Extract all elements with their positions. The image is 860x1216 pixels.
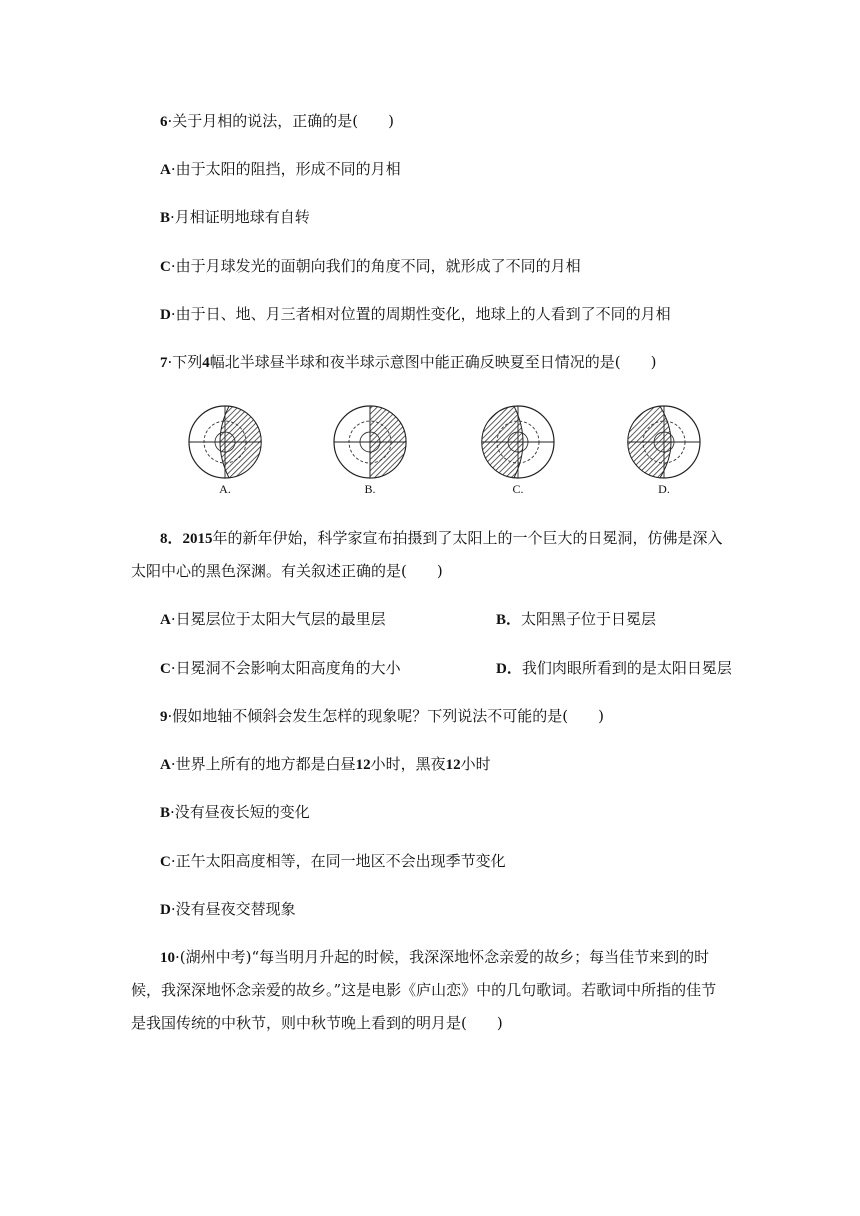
- q10-number: 10: [160, 950, 175, 966]
- q9-number: 9: [160, 709, 168, 725]
- q6-option-a: A·由于太阳的阻挡，形成不同的月相: [160, 160, 401, 178]
- q8-stem-line2: 太阳中心的黑色深渊。有关叙述正确的是( ): [131, 562, 443, 580]
- q8-stem-line1: 8．2015年的新年伊始，科学家宣布拍摄到了太阳上的一个巨大的日冕洞，仿佛是深入: [160, 529, 723, 547]
- q8-option-b: B．太阳黑子位于日冕层: [496, 610, 657, 628]
- q9-option-b: B·没有昼夜长短的变化: [160, 803, 310, 821]
- q10-line3: 是我国传统的中秋节，则中秋节晚上看到的明月是( ): [131, 1014, 503, 1032]
- q7-number: 7: [160, 355, 168, 371]
- q10-line2: 候，我深深地怀念亲爱的故乡。”这是电影《庐山恋》中的几句歌词。若歌词中所指的佳节: [131, 981, 717, 999]
- q8-number: 8．2015: [160, 531, 213, 547]
- q6-number: 6: [160, 114, 168, 130]
- q7-globe-figures: [180, 402, 720, 502]
- q8-option-c: C·日冕洞不会影响太阳高度角的大小: [160, 659, 401, 677]
- globe-c-diagram: [482, 406, 554, 478]
- q9-option-c: C·正午太阳高度相等，在同一地区不会出现季节变化: [160, 852, 506, 870]
- q6-option-d: D·由于日、地、月三者相对位置的周期性变化，地球上的人看到了不同的月相: [160, 305, 671, 323]
- globe-label-d: D.: [658, 482, 670, 496]
- q9-option-d: D·没有昼夜交替现象: [160, 900, 296, 918]
- q8-option-a: A·日冕层位于太阳大气层的最里层: [160, 610, 386, 628]
- globe-a-diagram: [189, 406, 261, 478]
- globe-label-c: C.: [512, 482, 524, 496]
- globe-b-diagram: [334, 406, 406, 478]
- q9-stem: 9·假如地轴不倾斜会发生怎样的现象呢？下列说法不可能的是( ): [160, 707, 604, 725]
- globe-d-diagram: [628, 406, 700, 478]
- q8-option-d: D．我们肉眼所看到的是太阳日冕层: [496, 659, 732, 677]
- q6-stem: 6·关于月相的说法，正确的是( ): [160, 112, 394, 130]
- q6-option-b: B·月相证明地球有自转: [160, 208, 310, 226]
- q7-stem: 7·下列4幅北半球昼半球和夜半球示意图中能正确反映夏至日情况的是( ): [160, 353, 657, 371]
- q9-option-a: A·世界上所有的地方都是白昼12小时，黑夜12小时: [160, 755, 491, 773]
- q10-line1: 10·(湖州中考)“每当明月升起的时候，我深深地怀念亲爱的故乡；每当佳节来到的时: [160, 948, 710, 966]
- globe-label-b: B.: [364, 482, 376, 496]
- q6-option-c: C·由于月球发光的面朝向我们的角度不同，就形成了不同的月相: [160, 257, 581, 275]
- globe-label-a: A.: [219, 482, 231, 496]
